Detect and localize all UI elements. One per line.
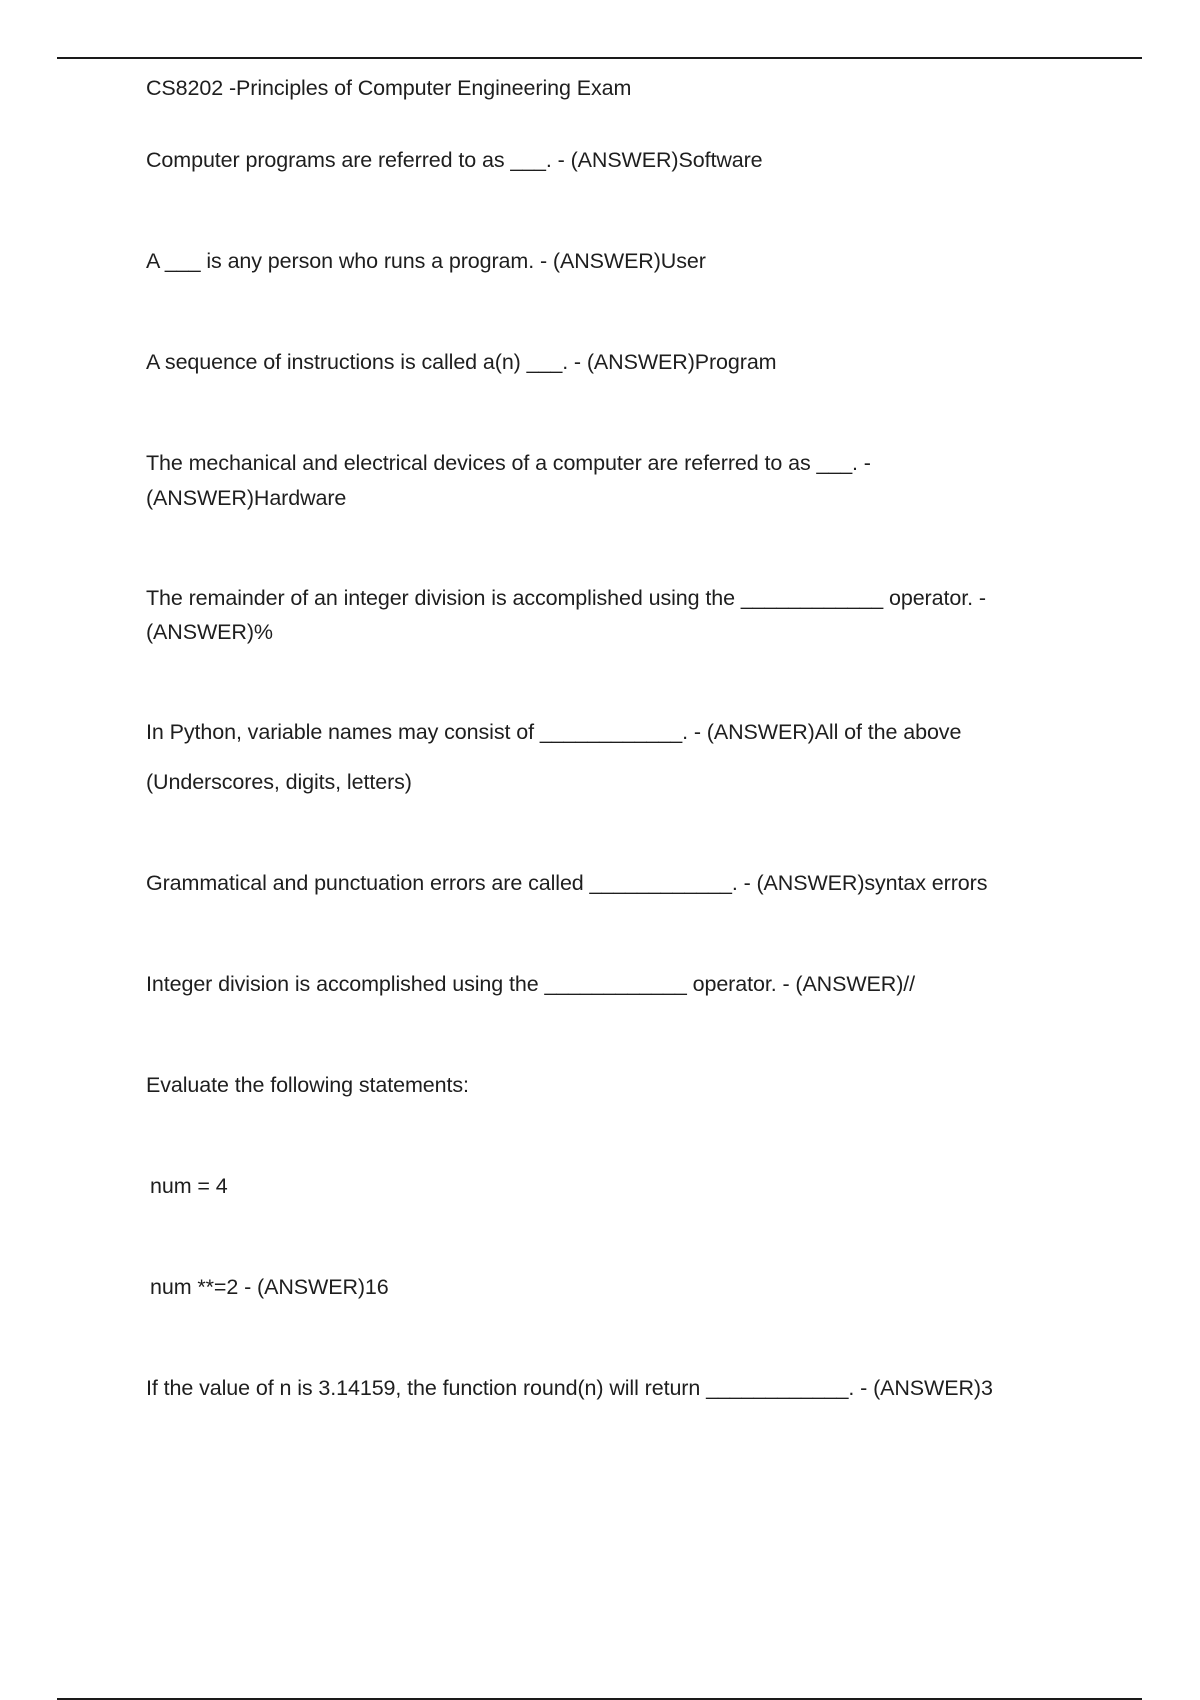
question-user: A ___ is any person who runs a program. - (ANSWER)User	[146, 249, 706, 273]
question-variable-names-line-1: In Python, variable names may consist of ____________. - (ANSWER)All of the above	[146, 720, 962, 744]
question-syntax-errors: Grammatical and punctuation errors are called ____________. - (ANSWER)syntax errors	[146, 871, 988, 895]
question-hardware-line-1: The mechanical and electrical devices of a computer are referred to as ___. -	[146, 451, 871, 475]
question-variable-names-line-2: (Underscores, digits, letters)	[146, 770, 412, 794]
question-modulo-line-2: (ANSWER)%	[146, 620, 273, 644]
question-integer-division: Integer division is accomplished using the ____________ operator. - (ANSWER)//	[146, 972, 916, 996]
question-hardware-line-2: (ANSWER)Hardware	[146, 486, 347, 510]
code-line-num-assign: num = 4	[150, 1174, 228, 1198]
question-software: Computer programs are referred to as ___. - (ANSWER)Software	[146, 148, 763, 172]
question-modulo-line-1: The remainder of an integer division is accomplished using the ____________ operator. -	[146, 586, 986, 610]
question-round: If the value of n is 3.14159, the function round(n) will return ____________. - (ANSWER)3	[146, 1376, 993, 1400]
top-rule	[57, 57, 1142, 59]
document-title: CS8202 -Principles of Computer Engineering Exam	[146, 76, 632, 100]
question-program: A sequence of instructions is called a(n) ___. - (ANSWER)Program	[146, 350, 777, 374]
code-line-num-power: num **=2 - (ANSWER)16	[150, 1275, 389, 1299]
question-evaluate: Evaluate the following statements:	[146, 1073, 469, 1097]
